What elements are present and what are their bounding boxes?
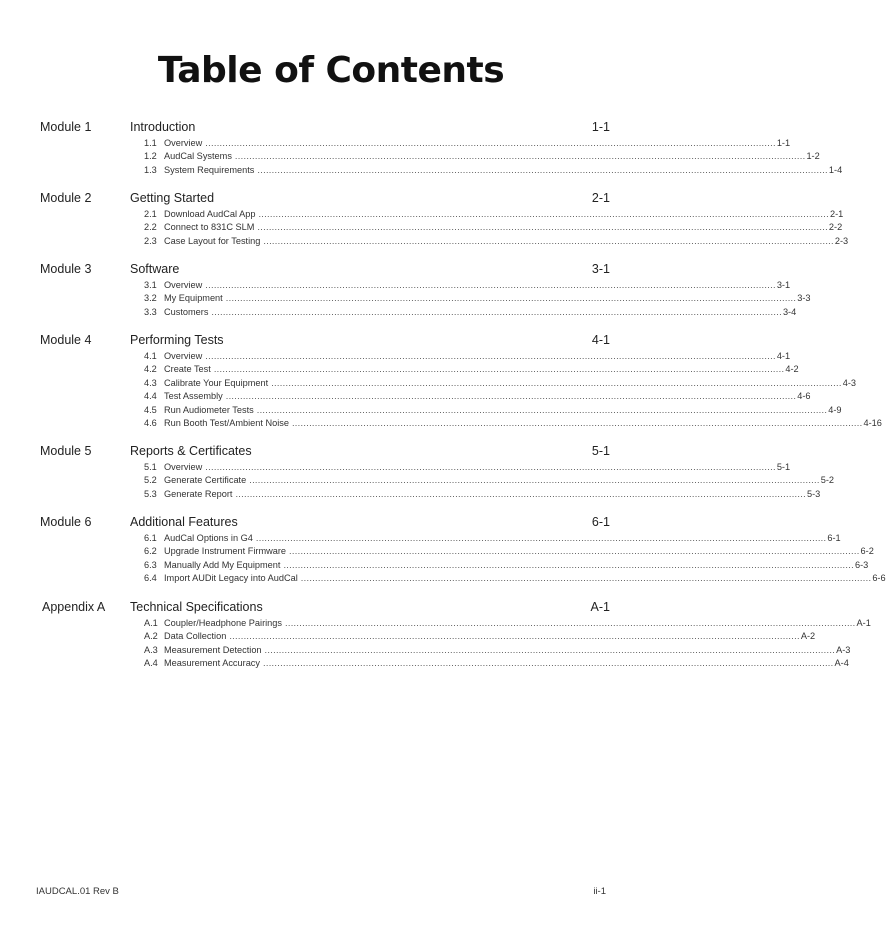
entry-label: Measurement Accuracy xyxy=(164,658,260,669)
section-label: Module 4 xyxy=(40,333,92,347)
section-heading[interactable] xyxy=(130,120,610,134)
toc-section-module-6 xyxy=(0,513,886,584)
section-label: Module 1 xyxy=(40,120,92,134)
dot-leader: ........................................................................................................................................................................................................ xyxy=(211,306,782,317)
entry-page: A-1 xyxy=(856,618,871,628)
entry-page: 5-2 xyxy=(820,475,835,486)
entry-number: 2.3 xyxy=(144,235,157,246)
entry-number: 4.1 xyxy=(144,351,157,361)
section-label: Module 3 xyxy=(40,262,92,276)
dot-leader: ........................................................................................................................................................................................................ xyxy=(213,364,785,375)
dot-leader: ........................................................................................................................................................................................................ xyxy=(225,293,797,304)
entry-label: Manually Add My Equipment xyxy=(164,559,281,570)
entry-label: Customers xyxy=(164,306,209,317)
section-page: A-1 xyxy=(590,600,610,614)
dot-leader: ........................................................................................................................................................................................................ xyxy=(249,475,820,486)
toc-entry[interactable] xyxy=(144,364,799,377)
dot-leader: ........................................................................................................................................................................................................ xyxy=(258,209,829,219)
section-page: 3-1 xyxy=(591,262,610,276)
dot-leader: ........................................................................................................................................................................................................ xyxy=(225,391,797,402)
entry-page: 5-1 xyxy=(776,462,791,472)
entry-page: 6-3 xyxy=(854,559,869,570)
toc-section-module-4 xyxy=(0,331,882,442)
section-page: 5-1 xyxy=(591,444,610,458)
entry-page: 6-1 xyxy=(827,533,841,543)
entry-page: 4-16 xyxy=(863,417,882,428)
toc-entry[interactable] xyxy=(144,151,820,164)
entry-page: 2-2 xyxy=(828,222,843,233)
entry-number: 2.1 xyxy=(144,209,157,219)
entry-label: AudCal Options in G4 xyxy=(164,533,253,543)
entry-number: A.2 xyxy=(144,631,158,642)
entry-label: Calibrate Your Equipment xyxy=(164,377,269,388)
dot-leader: ........................................................................................................................................................................................................ xyxy=(300,573,872,584)
entry-number: 3.3 xyxy=(144,306,157,317)
toc-entry[interactable] xyxy=(144,631,816,644)
entry-page: 1-1 xyxy=(776,138,791,148)
dot-leader: ........................................................................................................................................................................................................ xyxy=(283,559,854,570)
toc-entry[interactable] xyxy=(144,618,871,631)
toc-entry[interactable] xyxy=(144,306,797,320)
entry-number: 3.1 xyxy=(144,280,157,290)
entry-number: A.1 xyxy=(144,618,158,628)
entry-label: My Equipment xyxy=(164,293,223,304)
entry-label: Run Booth Test/Ambient Noise xyxy=(164,417,289,428)
section-page: 1-1 xyxy=(591,120,610,134)
dot-leader: ........................................................................................................................................................................................................ xyxy=(257,222,828,233)
entry-label: AudCal Systems xyxy=(164,151,232,162)
section-title: Additional Features xyxy=(130,515,238,529)
dot-leader: ........................................................................................................................................................................................................ xyxy=(257,164,828,175)
dot-leader: ........................................................................................................................................................................................................ xyxy=(234,151,806,162)
dot-leader: ........................................................................................................................................................................................................ xyxy=(205,351,776,361)
dot-leader: ........................................................................................................................................................................................................ xyxy=(264,644,836,655)
entry-label: Download AudCal App xyxy=(164,209,256,219)
entry-number: A.3 xyxy=(144,644,158,655)
entry-page: A-3 xyxy=(836,644,851,655)
dot-leader: ........................................................................................................................................................................................................ xyxy=(205,280,776,290)
entry-number: 5.2 xyxy=(144,475,157,486)
entry-label: Run Audiometer Tests xyxy=(164,404,254,415)
toc-entry[interactable] xyxy=(144,280,791,293)
dot-leader: ........................................................................................................................................................................................................ xyxy=(229,631,800,642)
section-label: Module 5 xyxy=(40,444,92,458)
section-heading[interactable] xyxy=(130,600,610,614)
dot-leader: ........................................................................................................................................................................................................ xyxy=(235,488,806,499)
entry-page: 4-3 xyxy=(842,377,856,388)
toc-entry[interactable] xyxy=(144,546,874,559)
toc-entry[interactable] xyxy=(144,488,821,502)
entry-number: 3.2 xyxy=(144,293,157,304)
entry-page: 1-2 xyxy=(806,151,820,162)
section-heading[interactable] xyxy=(130,191,610,205)
section-label: Appendix A xyxy=(42,600,106,614)
toc-section-module-1 xyxy=(0,118,843,189)
entry-number: 6.1 xyxy=(144,533,157,543)
entry-number: 4.4 xyxy=(144,391,157,402)
toc-entry[interactable] xyxy=(144,644,851,658)
entry-page: 6-6 xyxy=(872,573,886,584)
entry-label: Overview xyxy=(164,462,203,472)
toc-entry[interactable] xyxy=(144,391,811,404)
section-heading[interactable] xyxy=(130,262,610,276)
toc-entry[interactable] xyxy=(144,293,811,306)
dot-leader: ........................................................................................................................................................................................................ xyxy=(205,462,776,472)
section-title: Technical Specifications xyxy=(130,600,263,614)
section-heading[interactable] xyxy=(130,515,610,529)
entry-label: Create Test xyxy=(164,364,211,375)
dot-leader: ........................................................................................................................................................................................................ xyxy=(263,235,834,246)
entry-label: Upgrade Instrument Firmware xyxy=(164,546,287,557)
entry-label: Generate Certificate xyxy=(164,475,247,486)
entry-label: Overview xyxy=(164,280,203,290)
dot-leader: ........................................................................................................................................................................................................ xyxy=(205,138,776,148)
entry-number: 1.2 xyxy=(144,151,157,162)
entry-number: 1.3 xyxy=(144,164,157,175)
section-heading[interactable] xyxy=(130,444,610,458)
entry-label: Overview xyxy=(164,138,203,148)
toc-entry[interactable] xyxy=(144,235,849,249)
entry-label: Test Assembly xyxy=(164,391,223,402)
table-of-contents xyxy=(0,118,886,669)
dot-leader: ........................................................................................................................................................................................................ xyxy=(256,404,828,415)
entry-page: 4-1 xyxy=(776,351,791,361)
entry-page: 3-1 xyxy=(776,280,791,290)
section-page: 4-1 xyxy=(591,333,610,347)
section-label: Module 6 xyxy=(40,515,92,529)
entry-number: 5.3 xyxy=(144,488,157,499)
toc-entry[interactable] xyxy=(144,404,842,418)
entry-number: 4.3 xyxy=(144,377,157,388)
entry-page: 2-3 xyxy=(834,235,849,246)
toc-entry[interactable] xyxy=(144,351,791,364)
entry-page: 4-2 xyxy=(785,364,799,375)
toc-entry[interactable] xyxy=(144,164,843,178)
page-title: Table of Contents xyxy=(157,50,505,91)
entry-page: A-2 xyxy=(800,631,816,642)
section-title: Performing Tests xyxy=(130,333,224,347)
toc-entry[interactable] xyxy=(144,462,791,475)
toc-entry[interactable] xyxy=(144,475,835,488)
section-title: Introduction xyxy=(130,120,196,134)
section-title: Reports & Certificates xyxy=(130,444,252,458)
entry-label: Case Layout for Testing xyxy=(164,235,261,246)
entry-number: 6.2 xyxy=(144,546,157,557)
entry-number: 6.3 xyxy=(144,559,157,570)
entry-page: 4-9 xyxy=(828,404,842,415)
entry-label: Measurement Detection xyxy=(164,644,262,655)
entry-label: System Requirements xyxy=(164,164,255,175)
entry-number: 4.6 xyxy=(144,417,157,428)
toc-section-appendix-a xyxy=(0,598,871,669)
toc-entry[interactable] xyxy=(144,533,841,546)
toc-entry[interactable] xyxy=(144,377,856,391)
entry-page: 1-4 xyxy=(828,164,843,175)
entry-page: 6-2 xyxy=(860,546,874,557)
toc-entry[interactable] xyxy=(144,573,886,586)
dot-leader: ........................................................................................................................................................................................................ xyxy=(284,618,856,628)
toc-section-module-3 xyxy=(0,260,811,331)
section-title: Getting Started xyxy=(130,191,215,205)
toc-section-module-5 xyxy=(0,442,835,513)
entry-label: Connect to 831C SLM xyxy=(164,222,255,233)
entry-number: A.4 xyxy=(144,658,158,669)
toc-entry[interactable] xyxy=(144,658,849,671)
entry-page: 3-3 xyxy=(797,293,811,304)
toc-section-module-2 xyxy=(0,189,849,260)
entry-page: 4-6 xyxy=(797,391,811,402)
entry-label: Generate Report xyxy=(164,488,233,499)
section-heading[interactable] xyxy=(130,333,610,347)
section-page: 6-1 xyxy=(591,515,610,529)
dot-leader: ........................................................................................................................................................................................................ xyxy=(263,658,834,669)
document-id: IAUDCAL.01 Rev B xyxy=(36,886,119,897)
entry-label: Data Collection xyxy=(164,631,227,642)
toc-entry[interactable] xyxy=(144,417,882,431)
page-number: ii-1 xyxy=(593,886,606,897)
entry-page: 3-4 xyxy=(782,306,797,317)
toc-entry[interactable] xyxy=(144,209,844,222)
section-label: Module 2 xyxy=(40,191,92,205)
entry-page: A-4 xyxy=(834,658,849,669)
toc-entry[interactable] xyxy=(144,222,843,235)
toc-entry[interactable] xyxy=(144,559,869,573)
dot-leader: ........................................................................................................................................................................................................ xyxy=(271,377,842,388)
entry-number: 4.5 xyxy=(144,404,157,415)
entry-number: 6.4 xyxy=(144,573,157,584)
entry-number: 5.1 xyxy=(144,462,157,472)
entry-page: 2-1 xyxy=(829,209,844,219)
section-title: Software xyxy=(130,262,180,276)
entry-number: 2.2 xyxy=(144,222,157,233)
entry-label: Import AUDit Legacy into AudCal xyxy=(164,573,298,584)
entry-number: 1.1 xyxy=(144,138,157,148)
entry-label: Overview xyxy=(164,351,203,361)
entry-page: 5-3 xyxy=(806,488,821,499)
toc-entry[interactable] xyxy=(144,138,791,151)
dot-leader: ........................................................................................................................................................................................................ xyxy=(289,546,860,557)
section-page: 2-1 xyxy=(591,191,610,205)
entry-number: 4.2 xyxy=(144,364,157,375)
dot-leader: ........................................................................................................................................................................................................ xyxy=(255,533,827,543)
dot-leader: ........................................................................................................................................................................................................ xyxy=(291,417,863,428)
entry-label: Coupler/Headphone Pairings xyxy=(164,618,282,628)
